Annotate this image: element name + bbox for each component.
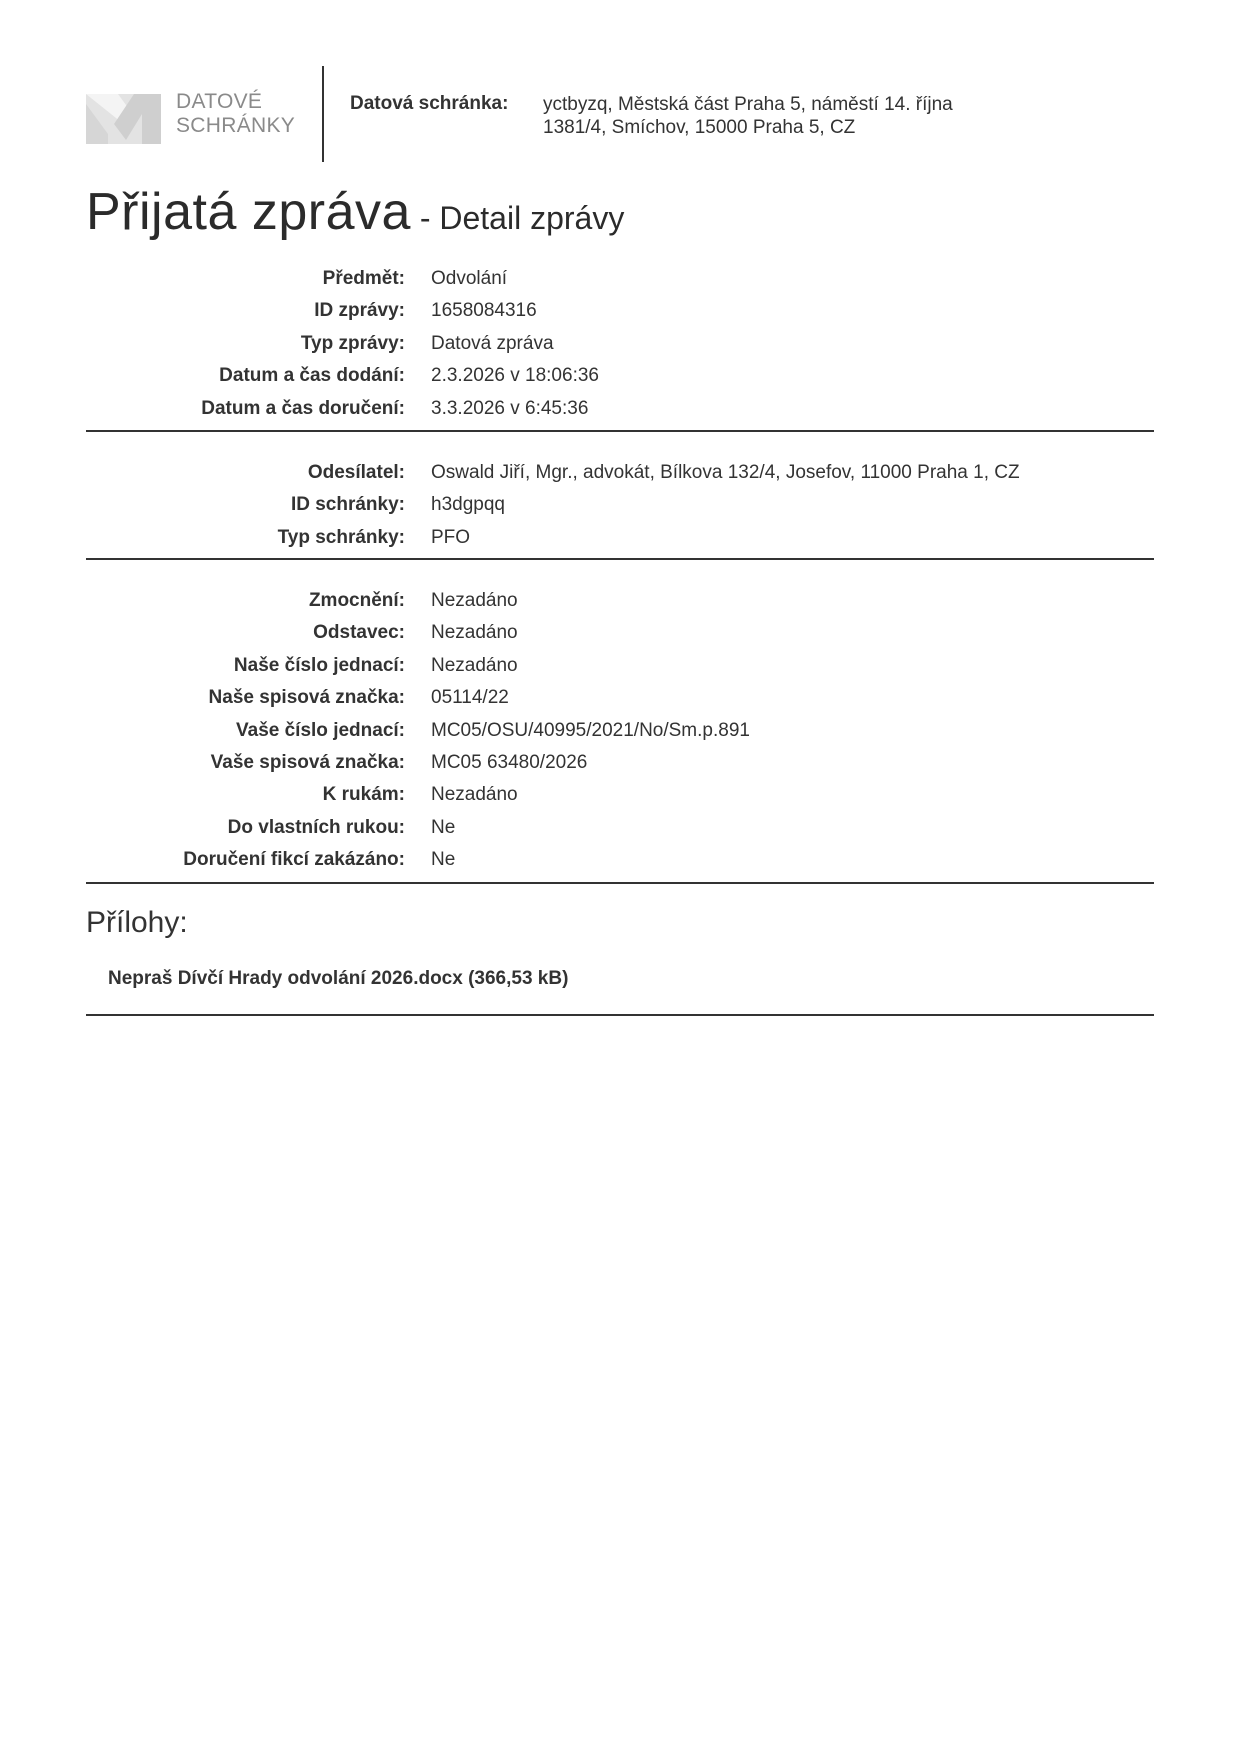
field-value: Nezadáno [431, 784, 518, 806]
field-label: Typ zprávy: [300, 332, 405, 354]
field-label: Datum a čas doručení: [201, 397, 405, 419]
field-row [0, 590, 1240, 622]
data-box-value-line1: yctbyzq, Městská část Praha 5, náměstí 14. října [543, 94, 953, 115]
field-label: Naše spisová značka: [208, 687, 405, 709]
field-row [0, 462, 1240, 494]
field-value: Oswald Jiří, Mgr., advokát, Bílkova 132/4, Josefov, 11000 Praha 1, CZ [431, 462, 1020, 483]
field-row [0, 494, 1240, 526]
field-row [0, 752, 1240, 784]
field-value: 3.3.2026 v 6:45:36 [431, 397, 589, 419]
field-label: Zmocnění: [308, 590, 405, 611]
field-row [0, 333, 1240, 365]
attachments-heading: Přílohy: [86, 906, 188, 939]
section-divider [86, 430, 1154, 432]
field-label: Vaše číslo jednací: [236, 719, 405, 741]
logo-text-line2: SCHRÁNKY [176, 114, 296, 137]
field-label: Do vlastních rukou: [227, 816, 405, 838]
page-title-main: Přijatá zpráva [86, 183, 411, 241]
field-label: Odstavec: [313, 622, 405, 644]
attachment-item[interactable]: Nepraš Dívčí Hrady odvolání 2026.docx (366,53 kB) [108, 968, 569, 989]
field-value: MC05/OSU/40995/2021/No/Sm.p.891 [431, 719, 750, 741]
field-value: h3dgpqq [431, 494, 505, 516]
datove-schranky-logo [86, 90, 306, 150]
details-section [0, 590, 1240, 882]
data-box-value [543, 93, 1023, 139]
page-title [86, 182, 624, 242]
field-label: K rukám: [322, 784, 405, 806]
field-label: Doručení fikcí zakázáno: [183, 849, 405, 871]
field-label: Vaše spisová značka: [210, 751, 405, 773]
field-row [0, 268, 1240, 300]
datove-schranky-logo-icon [86, 94, 161, 144]
field-value: Nezadáno [431, 622, 518, 644]
field-row [0, 817, 1240, 849]
message-section [0, 268, 1240, 430]
field-row [0, 622, 1240, 654]
field-row [0, 720, 1240, 752]
field-value: Nezadáno [431, 590, 518, 611]
logo-text-line1: DATOVÉ [176, 90, 263, 113]
field-label: Typ schránky: [277, 526, 405, 548]
page-title-sub: - Detail zprávy [410, 200, 625, 236]
field-label: ID zprávy: [314, 300, 405, 322]
field-value: PFO [431, 526, 471, 548]
field-label: Datum a čas dodání: [219, 365, 405, 387]
field-value: Datová zpráva [431, 332, 554, 354]
field-value: Odvolání [431, 268, 508, 289]
field-row [0, 784, 1240, 816]
field-label: Předmět: [322, 268, 405, 289]
field-row [0, 687, 1240, 719]
logo-text [176, 90, 295, 138]
data-box-label: Datová schránka: [350, 93, 509, 114]
field-value: MC05 63480/2026 [431, 751, 588, 773]
field-row [0, 365, 1240, 397]
section-divider [86, 882, 1154, 884]
field-label: Naše číslo jednací: [233, 654, 405, 676]
field-value: 1658084316 [431, 300, 537, 322]
field-row [0, 849, 1240, 881]
section-divider [86, 558, 1154, 560]
field-row [0, 527, 1240, 559]
sender-section [0, 462, 1240, 559]
field-row [0, 300, 1240, 332]
data-box-value-line2: 1381/4, Smíchov, 15000 Praha 5, CZ [543, 117, 856, 138]
field-value: Ne [431, 849, 456, 871]
field-value: Ne [431, 816, 456, 838]
field-value: 2.3.2026 v 18:06:36 [431, 365, 599, 387]
header-divider [322, 66, 324, 162]
field-value: 05114/22 [431, 687, 509, 709]
field-label: Odesílatel: [307, 462, 405, 483]
field-row [0, 655, 1240, 687]
field-row [0, 398, 1240, 430]
section-divider [86, 1014, 1154, 1016]
field-label: ID schránky: [290, 494, 405, 516]
field-value: Nezadáno [431, 654, 518, 676]
